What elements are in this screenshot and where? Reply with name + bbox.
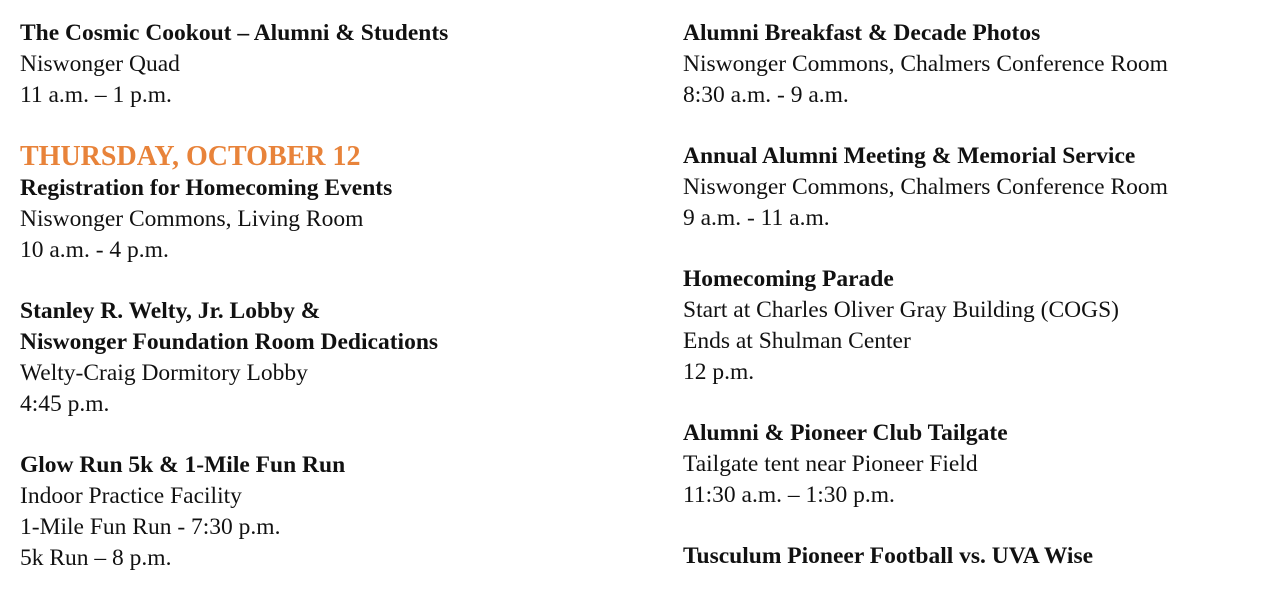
event-title: Registration for Homecoming Events bbox=[20, 175, 393, 201]
day-heading: THURSDAY, OCTOBER 12 bbox=[20, 141, 361, 172]
event-title-line-2: Niswonger Foundation Room Dedications bbox=[20, 329, 439, 355]
event-football-game bbox=[683, 541, 1273, 572]
event-time: 10 a.m. - 4 p.m. bbox=[20, 237, 169, 263]
event-time: 11:30 a.m. – 1:30 p.m. bbox=[683, 482, 895, 508]
event-title: Glow Run 5k & 1-Mile Fun Run bbox=[20, 452, 346, 478]
event-time: 4:45 p.m. bbox=[20, 391, 110, 417]
event-alumni-breakfast bbox=[683, 18, 1273, 111]
event-time: 8:30 a.m. - 9 a.m. bbox=[683, 82, 849, 108]
event-homecoming-parade bbox=[683, 264, 1273, 388]
event-tailgate bbox=[683, 418, 1273, 511]
event-glow-run bbox=[20, 450, 640, 574]
left-column bbox=[20, 18, 640, 604]
event-location: Indoor Practice Facility bbox=[20, 483, 242, 509]
event-title: Alumni & Pioneer Club Tailgate bbox=[683, 420, 1008, 446]
event-lobby-dedications bbox=[20, 296, 640, 420]
event-start: Start at Charles Oliver Gray Building (COGS) bbox=[683, 297, 1119, 323]
event-location: Tailgate tent near Pioneer Field bbox=[683, 451, 978, 477]
event-title: The Cosmic Cookout – Alumni & Students bbox=[20, 20, 449, 46]
event-time: 12 p.m. bbox=[683, 359, 755, 385]
event-title: Tusculum Pioneer Football vs. UVA Wise bbox=[683, 543, 1094, 569]
day-block-thursday bbox=[20, 141, 640, 574]
event-title: Annual Alumni Meeting & Memorial Service bbox=[683, 143, 1136, 169]
event-location: Niswonger Commons, Chalmers Conference Room bbox=[683, 174, 1168, 200]
event-location: Niswonger Commons, Living Room bbox=[20, 206, 364, 232]
event-title: Alumni Breakfast & Decade Photos bbox=[683, 20, 1041, 46]
event-time: 9 a.m. - 11 a.m. bbox=[683, 205, 830, 231]
event-registration bbox=[20, 173, 640, 266]
event-end: Ends at Shulman Center bbox=[683, 328, 911, 354]
event-title-line-1: Stanley R. Welty, Jr. Lobby & bbox=[20, 298, 321, 324]
event-location: Niswonger Commons, Chalmers Conference Room bbox=[683, 51, 1168, 77]
event-cosmic-cookout bbox=[20, 18, 640, 111]
event-location: Niswonger Quad bbox=[20, 51, 180, 77]
event-location: Welty-Craig Dormitory Lobby bbox=[20, 360, 308, 386]
event-annual-meeting bbox=[683, 141, 1273, 234]
event-time: 11 a.m. – 1 p.m. bbox=[20, 82, 172, 108]
event-title: Homecoming Parade bbox=[683, 266, 894, 292]
event-time-fun-run: 1-Mile Fun Run - 7:30 p.m. bbox=[20, 514, 281, 540]
right-column bbox=[683, 18, 1273, 602]
event-time-5k: 5k Run – 8 p.m. bbox=[20, 545, 172, 571]
